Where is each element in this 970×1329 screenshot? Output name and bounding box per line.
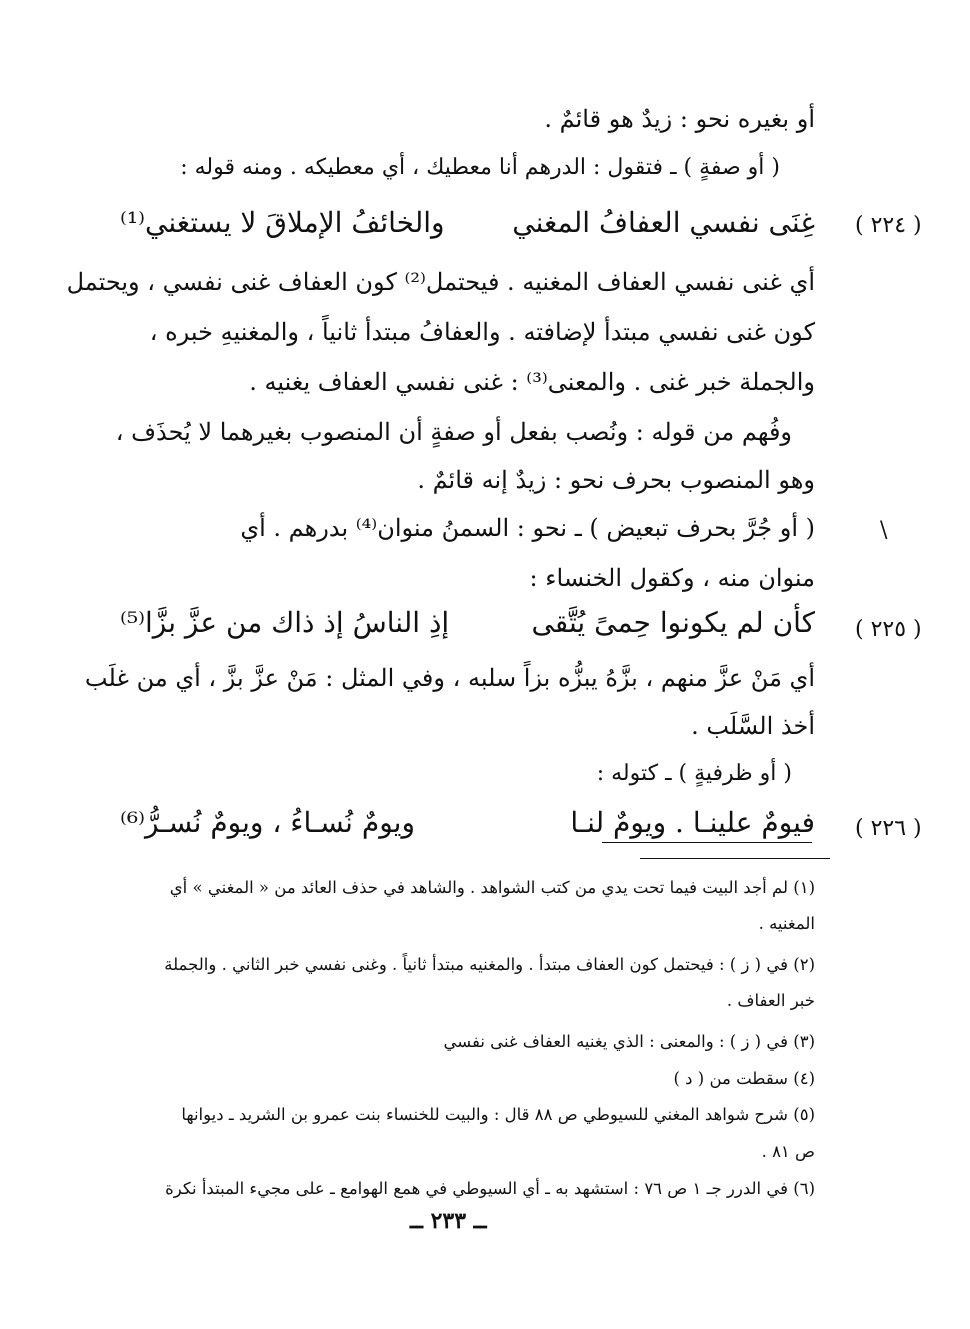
marginal-mark: \ (880, 518, 888, 543)
footnote-5-line-2: ص ٨١ . (761, 1142, 815, 1161)
verse-number-226: ( ٢٢٦ ) (855, 816, 922, 841)
footnote-6: (٦) في الدرر جـ ١ ص ٧٦ : استشهد به ـ أي السيوطي في همع الهوامع ـ على مجيء المبتدأ نكرة (165, 1179, 815, 1198)
text-line-5: والجملة خبر غنى . والمعنى⁽³⁾ : غنى نفسي العفاف يغنيه . (249, 368, 815, 396)
verse-number-225: ( ٢٢٥ ) (855, 617, 922, 642)
footnote-2-line-2: خبر العفاف . (726, 991, 815, 1010)
text-line-3: أي غنى نفسي العفاف المغنيه . فيحتمل⁽²⁾ كون العفاف غنى نفسي ، ويحتمل (66, 268, 815, 296)
footnote-4: (٤) سقطت من ( د ) (673, 1069, 815, 1088)
text-line-10: أي مَنْ عزَّ منهم ، بزَّهُ يبزُّه بزاً سلبه ، وفي المثل : مَنْ عزَّ بزَّ ، أي من غلَب (84, 664, 815, 692)
text-line-4: كون غنى نفسي مبتدأ لإضافته . والعفافُ مبتدأ ثانياً ، والمغنيهِ خبره ، (149, 318, 815, 346)
verse-224-hemistich-1: غِنَى نفسي العفافُ المغني (512, 206, 815, 239)
text-line-8: ( أو جُرَّ بحرف تبعيض ) ـ نحو : السمنُ منوان⁽⁴⁾ بدرهم . أي (240, 514, 815, 542)
text-line-12: ( أو ظرفيةٍ ) ـ كتوله : (596, 761, 792, 786)
text-line-1: أو بغيره نحو : زيدٌ هو قائمٌ . (544, 105, 815, 133)
verse-number-224: ( ٢٢٤ ) (855, 213, 922, 238)
footnote-1-line-1: (١) لم أجد البيت فيما تحت يدي من كتب الشواهد . والشاهد في حذف العائد من « المغني » أي (169, 878, 815, 897)
footnote-5-line-1: (٥) شرح شواهد المغني للسيوطي ص ٨٨ قال : والبيت للخنساء بنت عمرو بن الشريد ـ ديوانها (181, 1105, 815, 1124)
verse-226-hemistich-1: فيومٌ علينـا . ويومٌ لنـا (570, 806, 815, 839)
verse-225-hemistich-1: كأن لم يكونوا حِمىً يُتَّقى (531, 606, 815, 639)
text-line-7: وهو المنصوب بحرف نحو : زيدٌ إنه قائمٌ . (417, 466, 815, 494)
verse-underline (602, 842, 812, 843)
footnote-3: (٣) في ( ز ) : والمعنى : الذي يغنيه العفاف غنى نفسي (443, 1032, 815, 1051)
text-line-9: منوان منه ، وكقول الخنساء : (529, 564, 815, 592)
text-line-11: أخذ السَّلَب . (691, 712, 815, 740)
verse-224-hemistich-2: والخائفُ الإملاقَ لا يستغني⁽¹⁾ (120, 206, 445, 239)
text-line-2: ( أو صفةٍ ) ـ فتقول : الدرهم أنا معطيك ، أي معطيكه . ومنه قوله : (180, 155, 780, 180)
page-number: ــ ٢٣٣ ــ (410, 1208, 487, 1234)
footnote-separator (640, 858, 830, 859)
footnote-2-line-1: (٢) في ( ز ) : فيحتمل كون العفاف مبتدأ . والمغنيه مبتدأ ثانياً . وغنى نفسي خبر الثاني . والجملة (164, 955, 815, 974)
text-line-6: وفُهم من قوله : ونُصب بفعل أو صفةٍ أن المنصوب بغيرهما لا يُحذَف ، (115, 418, 792, 446)
verse-226-hemistich-2: ويومٌ نُسـاءُ ، ويومٌ نُسـرُّ⁽⁶⁾ (120, 806, 415, 839)
footnote-1-line-2: المغنيه . (758, 914, 815, 933)
verse-225-hemistich-2: إذِ الناسُ إذ ذاك من عزَّ بزَّا⁽⁵⁾ (120, 606, 450, 639)
